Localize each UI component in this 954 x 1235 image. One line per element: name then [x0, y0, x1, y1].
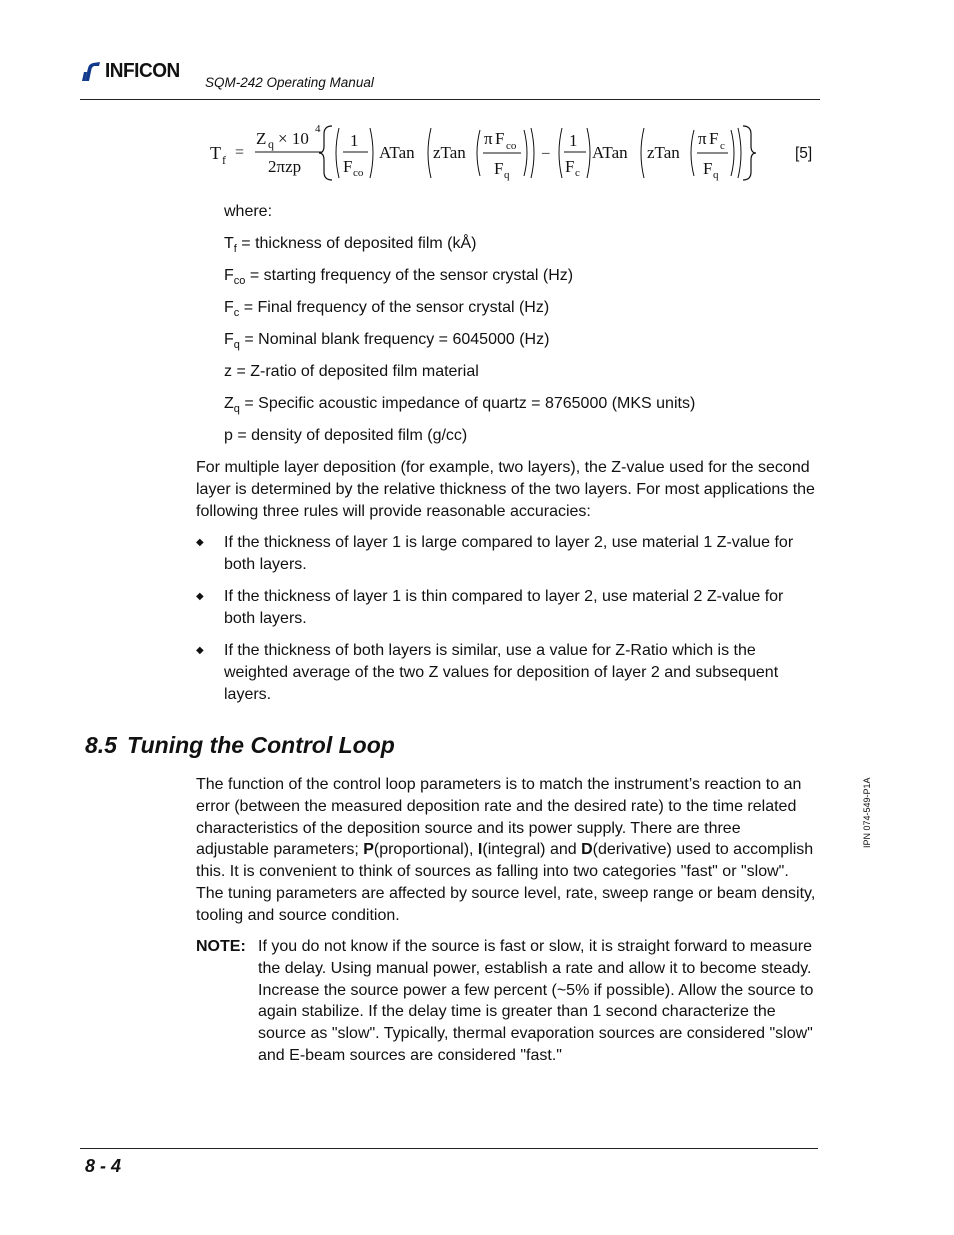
svg-text:F: F — [709, 129, 719, 148]
eq-equals: = — [235, 144, 245, 161]
eq-zq-sub: q — [268, 137, 274, 151]
svg-text:F: F — [494, 159, 504, 178]
eq-denominator: 2πzp — [268, 157, 302, 176]
eq-fco-den: F — [343, 157, 353, 176]
eq-ztan-b: zTan — [647, 143, 680, 162]
definition-item: p = density of deposited film (g/cc) — [224, 427, 468, 444]
header-divider — [80, 99, 820, 100]
svg-text:F: F — [703, 159, 713, 178]
definition-item: $Z_q$ = Specific acoustic impedance of quartz = 8765000 (MKS units) — [224, 395, 696, 415]
thickness-equation — [200, 116, 820, 188]
svg-text:π: π — [484, 129, 493, 148]
eq-paren — [336, 128, 339, 178]
eq-times-ten: × 10 — [278, 129, 309, 148]
eq-lhs: T — [210, 143, 221, 163]
eq-lhs-sub: f — [222, 153, 226, 167]
multilayer-paragraph: For multiple layer deposition (for example, two layers), the Z-value used for the second layer is determined by the relative thickness of the two layers. For most applications the following three rules will provide reasonable accuracies: — [196, 459, 815, 520]
footer-divider — [80, 1148, 818, 1149]
page-number: 8 - 4 — [85, 1156, 122, 1176]
definition-item: $F_q$ = Nominal blank frequency = 6045000 (Hz) — [224, 331, 550, 351]
eq-exponent: 4 — [315, 123, 321, 135]
bullet-icon: ◆ — [196, 591, 204, 602]
definition-item: $F_{co}$ = starting frequency of the sensor crystal (Hz) — [224, 267, 574, 287]
note-text: If you do not know if the source is fast or slow, it is straight forward to measure the delay. Using manual power, establish a rate and allow it to become steady. Increase the source power a few percent (~5% if possible). Allow the source to again stabilize. If the delay time is greater than 1 second characterize the source as "slow". Typically, thermal evaporation sources are considered "slow" and E-beam sources are considered "fast." — [258, 938, 814, 1064]
definition-item: z = Z-ratio of deposited film material — [224, 363, 479, 380]
svg-text:q: q — [504, 169, 510, 181]
manual-title: SQM-242 Operating Manual — [205, 75, 374, 90]
eq-atan-b: ATan — [592, 143, 628, 162]
definition-item: $T_f$ = thickness of deposited film (kÅ) — [224, 235, 477, 255]
svg-text:F: F — [495, 129, 505, 148]
eq-right-brace — [743, 126, 756, 180]
svg-text:co: co — [353, 167, 364, 179]
svg-text:π: π — [698, 129, 707, 148]
inficon-logo — [82, 60, 184, 82]
svg-text:c: c — [575, 167, 580, 179]
eq-atan-a: ATan — [379, 143, 415, 162]
list-item: If the thickness of layer 1 is thin compared to layer 2, use material 2 Z-value for both layers. — [224, 588, 784, 627]
section-heading — [85, 732, 395, 759]
eq-one-a: 1 — [350, 131, 359, 150]
where-label: where: — [224, 203, 273, 220]
inficon-mark-icon — [82, 60, 102, 82]
bullet-icon: ◆ — [196, 537, 204, 548]
definition-item: $F_c$ = Final frequency of the sensor crystal (Hz) — [224, 299, 550, 319]
note-label: NOTE: — [196, 938, 246, 955]
section-title: Tuning the Control Loop — [126, 732, 395, 758]
document-ipn: IPN 074-549-P1A — [862, 777, 872, 848]
eq-zq: Z — [256, 129, 267, 148]
eq-minus: – — [542, 145, 550, 161]
eq-left-brace — [319, 126, 332, 180]
eq-one-b: 1 — [569, 131, 578, 150]
tuning-paragraph: The function of the control loop parameters is to match the instrument’s reaction to an error (between the measured deposition rate and the desired rate) to the time related characteristics of the deposition source and its power supply. There are three adjustable parameters; P(proportional), I(integral) and D(derivative) used to accomplish this. It is convenient to think of sources as falling into two categories "fast" or "slow". The tuning parameters are affected by source level, rate, sweep range or beam density, tooling and source condition. — [196, 776, 816, 924]
svg-text:c: c — [720, 140, 725, 152]
svg-text:q: q — [713, 169, 719, 181]
equation-number: [5] — [795, 145, 813, 162]
svg-text:co: co — [506, 140, 517, 152]
svg-text:F: F — [565, 157, 575, 176]
eq-ztan-a: zTan — [433, 143, 466, 162]
bullet-icon: ◆ — [196, 645, 204, 656]
section-number: 8.5 — [85, 732, 117, 758]
list-item: If the thickness of layer 1 is large compared to layer 2, use material 1 Z-value for both layers. — [224, 534, 794, 573]
list-item: If the thickness of both layers is similar, use a value for Z-Ratio which is the weighted average of the two Z values for deposition of layer 2 and subsequent layers. — [224, 642, 779, 703]
brand-name: INFICON — [105, 59, 180, 82]
